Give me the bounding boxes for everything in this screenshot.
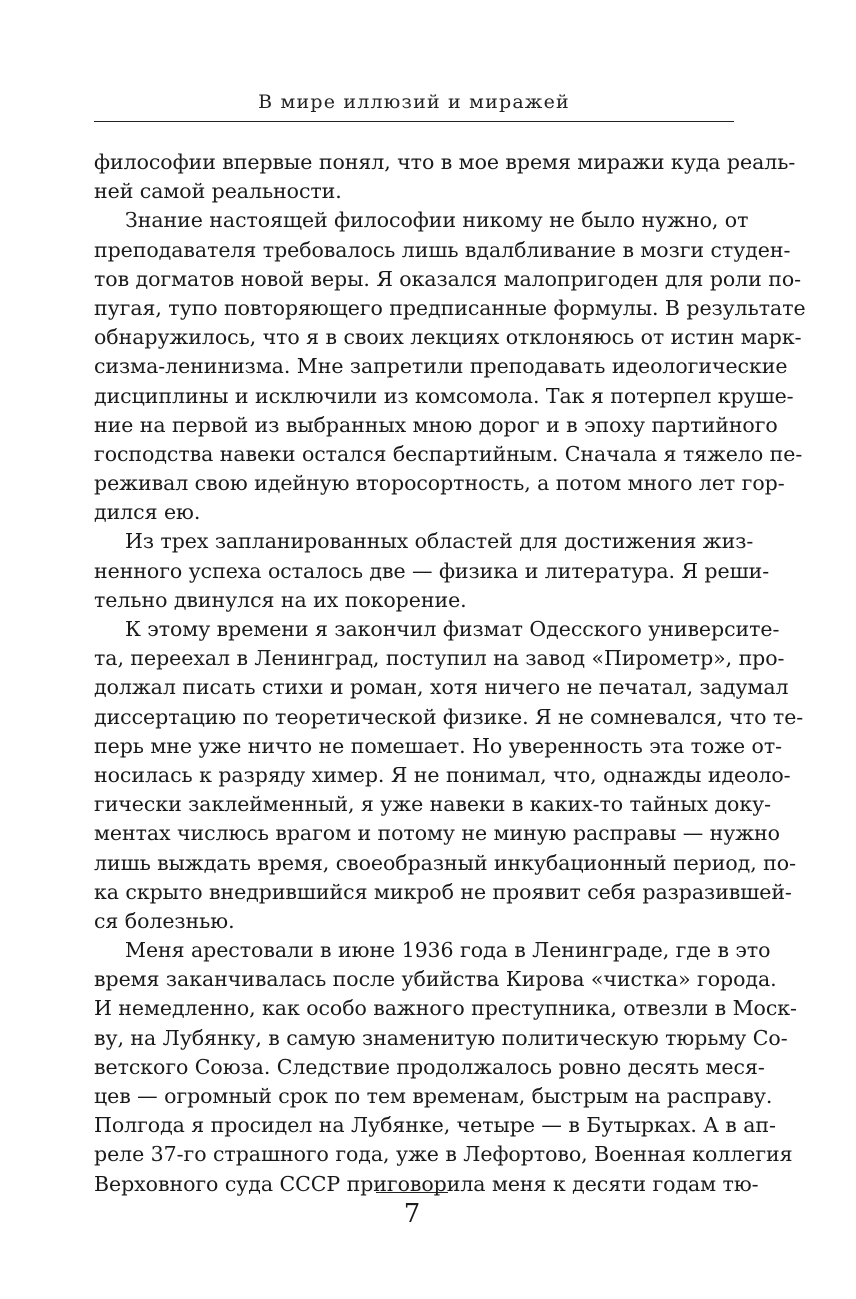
- text-line: К этому времени я закончил физмат Одесского университе-: [125, 617, 780, 641]
- text-line: гически заклейменный, я уже навеки в каких-то тайных доку-: [94, 792, 771, 817]
- text-line: ву, на Лубянку, в самую знаменитую политическую тюрьму Со-: [94, 1025, 788, 1050]
- text-line: Из трех запланированных областей для достижения жиз-: [125, 529, 754, 554]
- text-line: время заканчивалась после убийства Кирова «чистка» города.: [94, 967, 777, 992]
- text-line: дился ею.: [94, 500, 201, 525]
- text-line: тельно двинулся на их покорение.: [94, 587, 467, 612]
- paragraph: [94, 206, 806, 527]
- text-line: ментах числюсь врагом и потому не миную расправы — нужно: [94, 821, 780, 846]
- text-line: носилась к разряду химер. Я не понимал, что, однажды идеоло-: [94, 762, 791, 787]
- text-line: реле 37-го страшного года, уже в Лефортово, Военная коллегия: [94, 1142, 793, 1167]
- text-line: ней самой реальности.: [94, 179, 342, 204]
- text-line: должал писать стихи и роман, хотя ничего не печатал, задумал: [94, 675, 789, 700]
- text-line: Полгода я просидел на Лубянке, четыре — в Бутырках. А в ап-: [94, 1113, 776, 1138]
- text-line: ся болезнью.: [94, 908, 235, 933]
- text-line: дисциплины и исключили из комсомола. Так я потерпел круше-: [94, 383, 794, 408]
- text-line: Знание настоящей философии никому не было нужно, от: [125, 208, 749, 233]
- text-line: пугая, тупо повторяющего предписанные формулы. В результате: [94, 295, 806, 320]
- running-head: В мире иллюзий и миражей: [258, 91, 570, 113]
- text-line: та, переехал в Ленинград, поступил на завод «Пирометр», про-: [94, 646, 785, 671]
- text-line: Меня арестовали в июне 1936 года в Ленинграде, где в это: [125, 938, 771, 963]
- text-line: перь мне уже ничто не помешает. Но уверенность эта тоже от-: [94, 733, 782, 758]
- text-line: реживал свою идейную второсортность, а потом много лет гор-: [94, 471, 785, 496]
- body-text: [94, 148, 806, 1199]
- page-number: 7: [403, 1199, 421, 1229]
- text-line: И немедленно, как особо важного преступника, отвезли в Моск-: [94, 996, 797, 1021]
- text-line: тов догматов новой веры. Я оказался малопригоден для роли по-: [94, 266, 802, 291]
- text-line: господства навеки остался беспартийным. Сначала я тяжело пе-: [94, 441, 803, 466]
- text-line: сизма-ленинизма. Мне запретили преподавать идеологические: [94, 354, 788, 379]
- text-line: Верховного суда СССР приговорила меня к десяти годам тю-: [94, 1171, 759, 1196]
- paragraph: [94, 615, 804, 936]
- paragraph: [94, 527, 770, 615]
- text-line: философии впервые понял, что в мое время миражи куда реаль-: [94, 150, 796, 174]
- text-line: цев — огромный срок по тем временам, быстрым на расправу.: [94, 1084, 773, 1108]
- text-line: обнаружилось, что я в своих лекциях отклоняюсь от истин марк-: [94, 325, 802, 350]
- text-line: ка скрыто внедрившийся микроб не проявит себя разразившей-: [94, 879, 792, 904]
- text-line: ненного успеха осталось две — физика и литература. Я реши-: [94, 558, 770, 583]
- text-line: ние на первой из выбранных мною дорог и в эпоху партийного: [94, 412, 778, 437]
- text-line: преподавателя требовалось лишь вдалбливание в мозги студен-: [94, 237, 791, 262]
- text-line: лишь выждать время, своеобразный инкубационный период, по-: [94, 850, 796, 875]
- text-line: диссертацию по теоретической физике. Я не сомневался, что те-: [94, 704, 804, 729]
- header-rule: [94, 121, 734, 122]
- paragraph: [94, 936, 797, 1199]
- text-line: ветского Союза. Следствие продолжалось ровно десять меся-: [94, 1054, 765, 1079]
- footer-rule: [376, 1192, 448, 1193]
- paragraph: [94, 148, 796, 206]
